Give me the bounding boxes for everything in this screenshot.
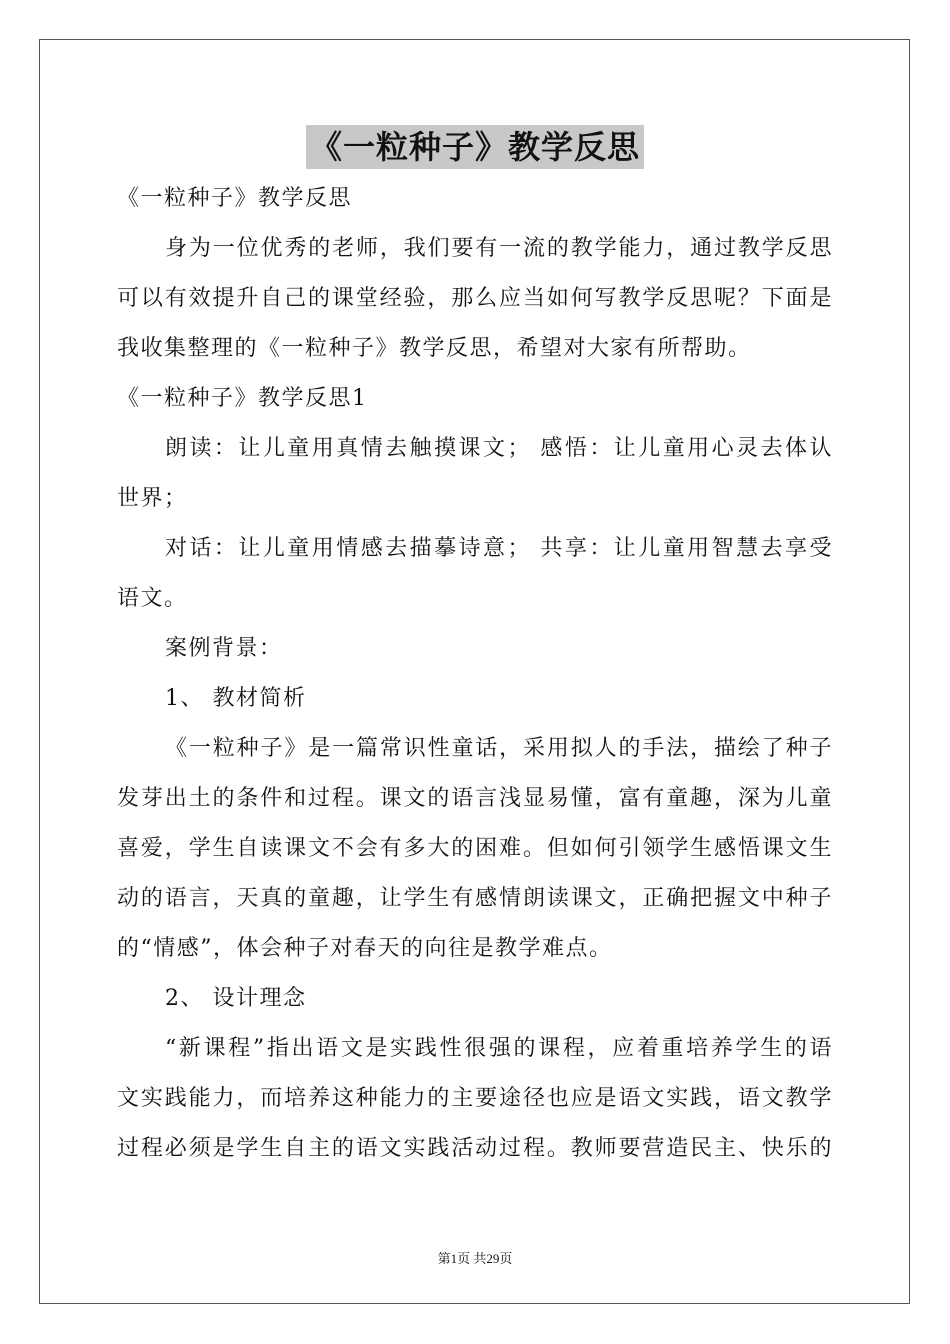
subtitle-line: 《一粒种子》教学反思: [117, 186, 353, 211]
paragraph-line: 过程必须是学生自主的语文实践活动过程。教师要营造民主、快乐的: [117, 1136, 833, 1161]
paragraph-line: 朗读：让儿童用真情去触摸课文； 感悟：让儿童用心灵去体认: [165, 436, 833, 461]
title-container: [0, 125, 950, 169]
list-heading: 2、 设计理念: [165, 986, 307, 1011]
page-footer: 第1页 共29页: [437, 1251, 513, 1266]
section-heading: 《一粒种子》教学反思1: [117, 386, 368, 411]
page-border: [39, 39, 910, 1304]
paragraph-line: 的“情感”，体会种子对春天的向往是教学难点。: [117, 936, 613, 961]
list-heading: 1、 教材简析: [165, 686, 307, 711]
paragraph-line: 可以有效提升自己的课堂经验，那么应当如何写教学反思呢？下面是: [117, 286, 833, 311]
paragraph-line: 身为一位优秀的老师，我们要有一流的教学能力，通过教学反思: [165, 236, 833, 261]
paragraph-line: 案例背景：: [165, 636, 283, 661]
paragraph-line: 语文。: [117, 586, 188, 611]
paragraph-line: “新课程”指出语文是实践性很强的课程，应着重培养学生的语: [165, 1036, 833, 1061]
paragraph-line: 《一粒种子》是一篇常识性童话，采用拟人的手法，描绘了种子: [165, 736, 833, 761]
paragraph-line: 喜爱，学生自读课文不会有多大的困难。但如何引领学生感悟课文生: [117, 836, 833, 861]
paragraph-line: 对话：让儿童用情感去描摹诗意； 共享：让儿童用智慧去享受: [165, 536, 833, 561]
paragraph-line: 动的语言，天真的童趣，让学生有感情朗读课文，正确把握文中种子: [117, 886, 833, 911]
paragraph-line: 发芽出土的条件和过程。课文的语言浅显易懂，富有童趣，深为儿童: [117, 786, 833, 811]
paragraph-line: 文实践能力，而培养这种能力的主要途径也应是语文实践，语文教学: [117, 1086, 833, 1111]
paragraph-line: 世界；: [117, 486, 188, 511]
document-title: 《一粒种子》教学反思: [306, 125, 644, 169]
paragraph-line: 我收集整理的《一粒种子》教学反思，希望对大家有所帮助。: [117, 336, 752, 361]
